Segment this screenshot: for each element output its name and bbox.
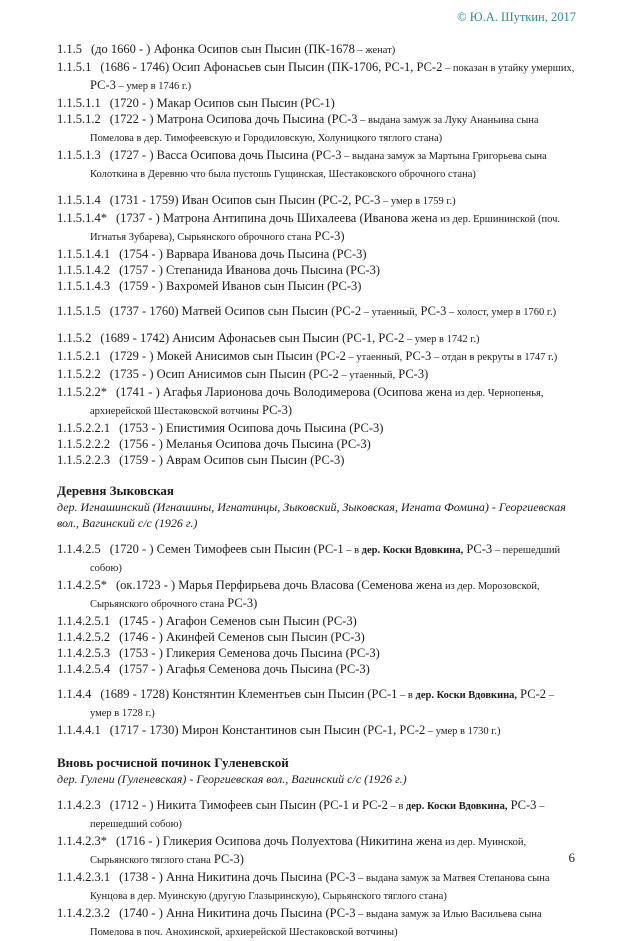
- entry-text-segment: (1689 - 1728) Констянтин Клементьев сын Пысин (РС-1: [100, 687, 398, 701]
- entry-number: 1.1.5.2.2*: [57, 385, 107, 399]
- entry-text-segment: из дер. Ершининской (поч. Игнатья Зубарева), Сырьянского оброчного стана: [90, 214, 561, 243]
- entry-text-segment: (1753 - ) Епистимия Осипова дочь Пысина (РС-3): [119, 421, 384, 435]
- entry-text-segment: (1689 - 1742) Анисим Афонасьев сын Пысин (РС-1, РС-2: [100, 331, 405, 345]
- entry-text-segment: – в: [397, 690, 416, 701]
- entry-number: 1.1.5.2: [57, 331, 92, 345]
- entry-text-segment: (1740 - ) Анна Никитина дочь Пысина (РС-3: [119, 906, 356, 920]
- entry-text-segment: (1753 - ) Гликерия Семенова дочь Пысина (РС-3): [119, 646, 380, 660]
- entry-number: 1.1.5.1.5: [57, 304, 101, 318]
- entry-text-segment: (1757 - ) Агафья Семенова дочь Пысина (РС-3): [119, 662, 370, 676]
- entry-text-segment: (1737 - ) Матрона Антипина дочь Шихалеева (Иванова жена: [116, 211, 438, 225]
- genealogy-entry: [57, 262, 577, 278]
- genealogy-entry: [57, 111, 577, 147]
- section-header: [57, 754, 577, 787]
- entry-text-segment: (1737 - 1760) Матвей Осипов сын Пысин (РС-2: [109, 304, 362, 318]
- entry-text-segment: РС-3): [210, 852, 244, 866]
- entry-text-segment: РС-3: [402, 349, 432, 363]
- entry-number: 1.1.5.2.2.3: [57, 453, 111, 467]
- section-title: Деревня Зыковская: [57, 483, 174, 498]
- entry-text-segment: РС-3): [224, 596, 258, 610]
- entry-text-segment: (1738 - ) Анна Никитина дочь Пысина (РС-3: [119, 870, 356, 884]
- entry-text-segment: дер. Коски Вдовкина,: [415, 690, 518, 701]
- entry-text-segment: – показан в утайку умерших,: [442, 63, 575, 74]
- entry-text-segment: (1745 - ) Агафон Семенов сын Пысин (РС-3): [119, 614, 357, 628]
- entry-text-segment: (1716 - ) Гликерия Осипова дочь Полуехтова (Никитина жена: [116, 834, 443, 848]
- genealogy-entry: [57, 384, 577, 420]
- entry-text-segment: дер. Коски Вдовкина,: [405, 801, 508, 812]
- genealogy-entry: [57, 330, 577, 348]
- copyright: © Ю.А. Шуткин, 2017: [457, 10, 576, 24]
- section-subtitle: дер. Гулени (Гуленевская) - Георгиевская вол., Вагинский с/с (1926 г.): [57, 772, 407, 786]
- entry-text-segment: (1756 - ) Меланья Осипова дочь Пысина (РС-3): [119, 437, 371, 451]
- entry-number: 1.1.5.1: [57, 60, 92, 74]
- entry-text-segment: (до 1660 - ) Афонка Осипов сын Пысин (ПК-1678: [91, 42, 355, 56]
- entry-number: 1.1.4.2.5*: [57, 578, 107, 592]
- entry-number: 1.1.5.1.4.3: [57, 279, 111, 293]
- entry-text-segment: – в: [343, 545, 362, 556]
- entry-text-segment: – перешедший собою): [90, 545, 561, 574]
- entry-number: 1.1.4.2.3.2: [57, 906, 111, 920]
- entry-text-segment: (1731 - 1759) Иван Осипов сын Пысин (РС-2, РС-3: [109, 193, 381, 207]
- entry-text-segment: РС-3: [90, 78, 116, 92]
- entry-text-segment: (1717 - 1730) Мирон Константинов сын Пысин (РС-1, РС-2: [109, 723, 426, 737]
- genealogy-entry: [57, 452, 577, 468]
- genealogy-entry: [57, 210, 577, 246]
- entry-text-segment: – умер в 1728 г.): [90, 690, 554, 719]
- document-body: [0, 41, 621, 941]
- entry-number: 1.1.5.1.1: [57, 96, 101, 110]
- entry-text-segment: (1722 - ) Матрона Осипова дочь Пысина (РС-3: [109, 112, 358, 126]
- entry-number: 1.1.4.2.3: [57, 798, 101, 812]
- genealogy-entry: [57, 833, 577, 869]
- entry-number: 1.1.5: [57, 42, 82, 56]
- section-subtitle: дер. Игнашинский (Игнашины, Игнатинцы, Зыковский, Зыковская, Игната Фомина) - Георгиевская вол., Вагинский с/с (1926 г.): [57, 500, 566, 530]
- entry-text-segment: (1720 - ) Макар Осипов сын Пысин (РС-1): [109, 96, 335, 110]
- genealogy-entry: [57, 366, 577, 384]
- entry-text-segment: (1720 - ) Семен Тимофеев сын Пысин (РС-1: [109, 542, 344, 556]
- entry-number: 1.1.5.1.2: [57, 112, 101, 126]
- entry-text-segment: – в: [387, 801, 406, 812]
- entry-number: 1.1.4.4.1: [57, 723, 101, 737]
- entry-text-segment: – утаенный,: [345, 352, 403, 363]
- entry-text-segment: – женат): [354, 45, 396, 56]
- entry-text-segment: – выдана замуж за Илью Васильева сына Помелова в поч. Анохинской, архиерейской Шестаковской вотчины): [90, 909, 542, 938]
- genealogy-entry: [57, 613, 577, 629]
- entry-number: 1.1.5.2.2.2: [57, 437, 111, 451]
- entry-text-segment: – перешедший собою): [90, 801, 545, 830]
- entry-number: 1.1.4.2.5.4: [57, 662, 111, 676]
- entry-text-segment: из дер. Морозовской, Сырьянского оброчного стана: [90, 581, 540, 610]
- entry-text-segment: дер. Коски Вдовкина,: [361, 545, 464, 556]
- genealogy-entry: [57, 905, 577, 941]
- genealogy-entry: [57, 541, 577, 577]
- entry-text-segment: – холост, умер в 1760 г.): [446, 307, 557, 318]
- genealogy-entry: [57, 722, 577, 740]
- entry-number: 1.1.5.1.4.1: [57, 247, 111, 261]
- genealogy-entry: [57, 95, 577, 111]
- entry-number: 1.1.5.1.4.2: [57, 263, 111, 277]
- page-number: 6: [568, 850, 575, 865]
- entry-text-segment: (1735 - ) Осип Анисимов сын Пысин (РС-2: [109, 367, 339, 381]
- entry-text-segment: (1757 - ) Степанида Иванова дочь Пысина (РС-3): [119, 263, 381, 277]
- entry-number: 1.1.4.2.5: [57, 542, 101, 556]
- entry-text-segment: – отдан в рекруты в 1747 г.): [431, 352, 558, 363]
- entry-number: 1.1.4.2.5.1: [57, 614, 111, 628]
- entry-text-segment: (1759 - ) Аврам Осипов сын Пысин (РС-3): [119, 453, 345, 467]
- entry-text-segment: (1746 - ) Акинфей Семенов сын Пысин (РС-3): [119, 630, 365, 644]
- genealogy-entry: [57, 147, 577, 183]
- entry-text-segment: – выдана замуж за Мартына Григорьева сына Колоткина в Деревню что была пустошь Гущинская, Шестаковского оброчного стана): [90, 151, 547, 180]
- genealogy-entry: [57, 577, 577, 613]
- genealogy-entry: [57, 420, 577, 436]
- entry-text-segment: РС-2: [517, 687, 547, 701]
- entry-text-segment: – выдана замуж за Матвея Степанова сына Кунцова в дер. Муинскую (другую Глазыринскую), Сырьянского тяглого стана): [90, 873, 550, 902]
- entry-text-segment: – умер в 1730 г.): [425, 726, 501, 737]
- entry-number: 1.1.5.2.2: [57, 367, 101, 381]
- entry-text-segment: РС-3): [258, 403, 292, 417]
- genealogy-entry: [57, 278, 577, 294]
- genealogy-entry: [57, 686, 577, 722]
- section-header: [57, 482, 577, 531]
- entry-text-segment: из дер. Муинской, Сырьянского тяглого стана: [90, 837, 527, 866]
- genealogy-entry: [57, 869, 577, 905]
- genealogy-entry: [57, 41, 577, 59]
- genealogy-entry: [57, 436, 577, 452]
- entry-number: 1.1.4.2.5.3: [57, 646, 111, 660]
- entry-text-segment: РС-3: [507, 798, 537, 812]
- entry-text-segment: (1759 - ) Вахромей Иванов сын Пысин (РС-3): [119, 279, 362, 293]
- entry-number: 1.1.5.2.1: [57, 349, 101, 363]
- entry-text-segment: (1754 - ) Варвара Иванова дочь Пысина (РС-3): [119, 247, 367, 261]
- entry-text-segment: (ок.1723 - ) Марья Перфирьева дочь Власова (Семенова жена: [116, 578, 443, 592]
- genealogy-entry: [57, 348, 577, 366]
- entry-number: 1.1.5.2.2.1: [57, 421, 111, 435]
- entry-text-segment: – утаенный,: [361, 307, 418, 318]
- entry-text-segment: РС-3): [395, 367, 429, 381]
- entry-number: 1.1.5.1.4*: [57, 211, 107, 225]
- entry-text-segment: (1741 - ) Агафья Ларионова дочь Володимерова (Осипова жена: [116, 385, 453, 399]
- genealogy-entry: [57, 629, 577, 645]
- entry-number: 1.1.4.2.3.1: [57, 870, 111, 884]
- genealogy-entry: [57, 192, 577, 210]
- entry-number: 1.1.4.4: [57, 687, 92, 701]
- genealogy-entry: [57, 797, 577, 833]
- genealogy-entry: [57, 246, 577, 262]
- entry-text-segment: РС-3: [463, 542, 493, 556]
- entry-text-segment: – утаенный,: [338, 370, 396, 381]
- entry-text-segment: (1729 - ) Мокей Анисимов сын Пысин (РС-2: [109, 349, 346, 363]
- entry-number: 1.1.5.1.4: [57, 193, 101, 207]
- genealogy-entry: [57, 303, 577, 321]
- entry-number: 1.1.4.2.3*: [57, 834, 107, 848]
- entry-text-segment: РС-3: [417, 304, 447, 318]
- entry-text-segment: РС-3): [311, 229, 345, 243]
- entry-number: 1.1.4.2.5.2: [57, 630, 111, 644]
- entry-text-segment: из дер. Чернопенья, архиерейской Шестаковской вотчины: [90, 388, 544, 417]
- entry-text-segment: (1727 - ) Васса Осипова дочь Пысина (РС-3: [109, 148, 342, 162]
- genealogy-entry: [57, 661, 577, 677]
- entry-text-segment: – умер в 1746 г.): [115, 81, 192, 92]
- entry-text-segment: – умер в 1742 г.): [404, 334, 480, 345]
- genealogy-entry: [57, 59, 577, 95]
- entry-text-segment: – выдана замуж за Луку Ананьина сына Помелова в дер. Тимофеевскую и Городиловскую, Холуницкого тяглого стана): [90, 115, 539, 144]
- entry-text-segment: (1686 - 1746) Осип Афонасьев сын Пысин (ПК-1706, РС-1, РС-2: [100, 60, 443, 74]
- entry-text-segment: (1712 - ) Никита Тимофеев сын Пысин (РС-1 и РС-2: [109, 798, 388, 812]
- entry-text-segment: – умер в 1759 г.): [380, 196, 456, 207]
- genealogy-entry: [57, 645, 577, 661]
- entry-number: 1.1.5.1.3: [57, 148, 101, 162]
- section-title: Вновь росчисной починок Гуленевской: [57, 755, 289, 770]
